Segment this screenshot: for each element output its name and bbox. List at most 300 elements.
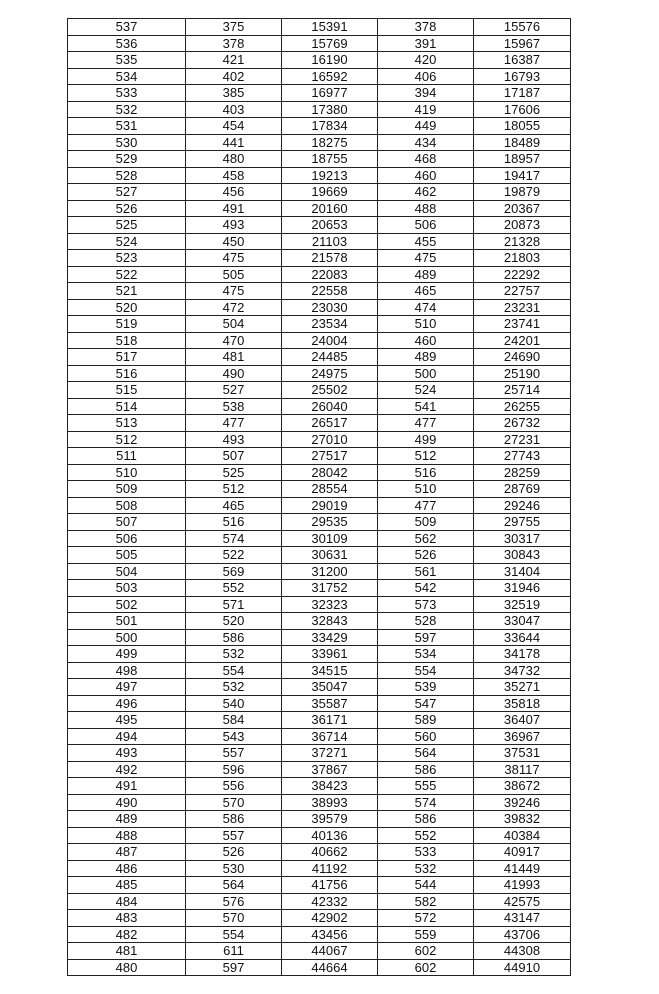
table-row xyxy=(68,332,571,349)
count-b-cell: 554 xyxy=(378,662,474,679)
score-cell: 500 xyxy=(68,629,186,646)
cumulative-b-cell: 26255 xyxy=(474,398,571,415)
table-row xyxy=(68,200,571,217)
score-cell: 499 xyxy=(68,646,186,663)
cumulative-a-cell: 25502 xyxy=(282,382,378,399)
cumulative-a-cell: 38423 xyxy=(282,778,378,795)
cumulative-a-cell: 26517 xyxy=(282,415,378,432)
count-a-cell: 571 xyxy=(186,596,282,613)
cumulative-a-cell: 32323 xyxy=(282,596,378,613)
table-row xyxy=(68,596,571,613)
cumulative-b-cell: 28259 xyxy=(474,464,571,481)
count-a-cell: 532 xyxy=(186,646,282,663)
count-b-cell: 574 xyxy=(378,794,474,811)
cumulative-b-cell: 29246 xyxy=(474,497,571,514)
cumulative-b-cell: 24690 xyxy=(474,349,571,366)
table-row xyxy=(68,877,571,894)
table-row xyxy=(68,613,571,630)
count-a-cell: 421 xyxy=(186,52,282,69)
count-a-cell: 554 xyxy=(186,926,282,943)
table-row xyxy=(68,761,571,778)
table-row xyxy=(68,184,571,201)
cumulative-a-cell: 15391 xyxy=(282,19,378,36)
count-b-cell: 474 xyxy=(378,299,474,316)
count-b-cell: 477 xyxy=(378,415,474,432)
count-a-cell: 557 xyxy=(186,827,282,844)
count-b-cell: 542 xyxy=(378,580,474,597)
cumulative-a-cell: 17834 xyxy=(282,118,378,135)
count-a-cell: 493 xyxy=(186,431,282,448)
table-row xyxy=(68,365,571,382)
count-b-cell: 509 xyxy=(378,514,474,531)
cumulative-a-cell: 33429 xyxy=(282,629,378,646)
table-row xyxy=(68,728,571,745)
cumulative-b-cell: 25714 xyxy=(474,382,571,399)
cumulative-b-cell: 17606 xyxy=(474,101,571,118)
cumulative-b-cell: 41993 xyxy=(474,877,571,894)
count-b-cell: 562 xyxy=(378,530,474,547)
count-a-cell: 375 xyxy=(186,19,282,36)
table-row xyxy=(68,827,571,844)
table-row xyxy=(68,530,571,547)
count-a-cell: 454 xyxy=(186,118,282,135)
count-a-cell: 402 xyxy=(186,68,282,85)
table-row xyxy=(68,646,571,663)
table-row xyxy=(68,85,571,102)
table-row xyxy=(68,844,571,861)
count-b-cell: 465 xyxy=(378,283,474,300)
score-cell: 483 xyxy=(68,910,186,927)
count-a-cell: 378 xyxy=(186,35,282,52)
score-cell: 537 xyxy=(68,19,186,36)
cumulative-b-cell: 20367 xyxy=(474,200,571,217)
count-a-cell: 586 xyxy=(186,629,282,646)
count-b-cell: 419 xyxy=(378,101,474,118)
cumulative-b-cell: 22292 xyxy=(474,266,571,283)
table-row xyxy=(68,811,571,828)
table-row xyxy=(68,283,571,300)
count-b-cell: 488 xyxy=(378,200,474,217)
count-b-cell: 544 xyxy=(378,877,474,894)
score-cell: 496 xyxy=(68,695,186,712)
cumulative-a-cell: 35587 xyxy=(282,695,378,712)
cumulative-a-cell: 41192 xyxy=(282,860,378,877)
count-b-cell: 406 xyxy=(378,68,474,85)
score-cell: 521 xyxy=(68,283,186,300)
count-a-cell: 532 xyxy=(186,679,282,696)
cumulative-b-cell: 36967 xyxy=(474,728,571,745)
cumulative-a-cell: 33961 xyxy=(282,646,378,663)
table-row xyxy=(68,662,571,679)
score-cell: 502 xyxy=(68,596,186,613)
count-a-cell: 493 xyxy=(186,217,282,234)
table-row xyxy=(68,497,571,514)
count-a-cell: 543 xyxy=(186,728,282,745)
table-row xyxy=(68,19,571,36)
score-cell: 494 xyxy=(68,728,186,745)
cumulative-a-cell: 20160 xyxy=(282,200,378,217)
count-a-cell: 456 xyxy=(186,184,282,201)
score-cell: 530 xyxy=(68,134,186,151)
table-row xyxy=(68,250,571,267)
cumulative-b-cell: 21328 xyxy=(474,233,571,250)
cumulative-a-cell: 29019 xyxy=(282,497,378,514)
count-a-cell: 441 xyxy=(186,134,282,151)
cumulative-a-cell: 39579 xyxy=(282,811,378,828)
cumulative-a-cell: 32843 xyxy=(282,613,378,630)
count-a-cell: 570 xyxy=(186,794,282,811)
cumulative-b-cell: 38117 xyxy=(474,761,571,778)
table-row xyxy=(68,299,571,316)
count-a-cell: 574 xyxy=(186,530,282,547)
cumulative-b-cell: 20873 xyxy=(474,217,571,234)
table-row xyxy=(68,233,571,250)
table-row xyxy=(68,712,571,729)
count-a-cell: 557 xyxy=(186,745,282,762)
score-cell: 492 xyxy=(68,761,186,778)
count-a-cell: 540 xyxy=(186,695,282,712)
cumulative-b-cell: 22757 xyxy=(474,283,571,300)
cumulative-a-cell: 24004 xyxy=(282,332,378,349)
score-cell: 524 xyxy=(68,233,186,250)
score-cell: 497 xyxy=(68,679,186,696)
count-a-cell: 481 xyxy=(186,349,282,366)
cumulative-b-cell: 44308 xyxy=(474,943,571,960)
score-cell: 519 xyxy=(68,316,186,333)
count-a-cell: 554 xyxy=(186,662,282,679)
table-row xyxy=(68,68,571,85)
score-cell: 485 xyxy=(68,877,186,894)
count-a-cell: 477 xyxy=(186,415,282,432)
count-a-cell: 569 xyxy=(186,563,282,580)
cumulative-a-cell: 42332 xyxy=(282,893,378,910)
cumulative-b-cell: 19879 xyxy=(474,184,571,201)
count-b-cell: 533 xyxy=(378,844,474,861)
table-row xyxy=(68,679,571,696)
cumulative-a-cell: 23534 xyxy=(282,316,378,333)
table-row xyxy=(68,415,571,432)
score-cell: 486 xyxy=(68,860,186,877)
count-b-cell: 506 xyxy=(378,217,474,234)
score-cell: 481 xyxy=(68,943,186,960)
cumulative-b-cell: 21803 xyxy=(474,250,571,267)
cumulative-a-cell: 38993 xyxy=(282,794,378,811)
cumulative-b-cell: 16793 xyxy=(474,68,571,85)
count-b-cell: 597 xyxy=(378,629,474,646)
cumulative-b-cell: 29755 xyxy=(474,514,571,531)
cumulative-a-cell: 18275 xyxy=(282,134,378,151)
score-cell: 480 xyxy=(68,959,186,976)
score-cell: 536 xyxy=(68,35,186,52)
table-row xyxy=(68,959,571,976)
count-a-cell: 586 xyxy=(186,811,282,828)
score-cell: 529 xyxy=(68,151,186,168)
table-row xyxy=(68,563,571,580)
cumulative-b-cell: 25190 xyxy=(474,365,571,382)
cumulative-a-cell: 44664 xyxy=(282,959,378,976)
count-b-cell: 455 xyxy=(378,233,474,250)
table-row xyxy=(68,349,571,366)
score-cell: 525 xyxy=(68,217,186,234)
count-a-cell: 475 xyxy=(186,283,282,300)
count-b-cell: 449 xyxy=(378,118,474,135)
table-row xyxy=(68,464,571,481)
count-a-cell: 520 xyxy=(186,613,282,630)
table-row xyxy=(68,695,571,712)
cumulative-a-cell: 34515 xyxy=(282,662,378,679)
cumulative-b-cell: 43147 xyxy=(474,910,571,927)
cumulative-b-cell: 34732 xyxy=(474,662,571,679)
cumulative-a-cell: 31752 xyxy=(282,580,378,597)
cumulative-a-cell: 16977 xyxy=(282,85,378,102)
count-b-cell: 434 xyxy=(378,134,474,151)
table-row xyxy=(68,382,571,399)
count-b-cell: 559 xyxy=(378,926,474,943)
cumulative-b-cell: 33047 xyxy=(474,613,571,630)
count-a-cell: 570 xyxy=(186,910,282,927)
score-cell: 528 xyxy=(68,167,186,184)
count-a-cell: 564 xyxy=(186,877,282,894)
cumulative-a-cell: 15769 xyxy=(282,35,378,52)
cumulative-a-cell: 37867 xyxy=(282,761,378,778)
table-row xyxy=(68,316,571,333)
count-b-cell: 500 xyxy=(378,365,474,382)
score-cell: 511 xyxy=(68,448,186,465)
cumulative-a-cell: 22083 xyxy=(282,266,378,283)
cumulative-a-cell: 19213 xyxy=(282,167,378,184)
score-cell: 517 xyxy=(68,349,186,366)
count-b-cell: 560 xyxy=(378,728,474,745)
cumulative-b-cell: 37531 xyxy=(474,745,571,762)
cumulative-a-cell: 17380 xyxy=(282,101,378,118)
cumulative-b-cell: 16387 xyxy=(474,52,571,69)
table-row xyxy=(68,547,571,564)
table-row xyxy=(68,860,571,877)
score-cell: 510 xyxy=(68,464,186,481)
count-b-cell: 534 xyxy=(378,646,474,663)
score-cell: 484 xyxy=(68,893,186,910)
table-row xyxy=(68,151,571,168)
cumulative-b-cell: 23741 xyxy=(474,316,571,333)
table-row xyxy=(68,745,571,762)
count-a-cell: 527 xyxy=(186,382,282,399)
table-row xyxy=(68,893,571,910)
count-a-cell: 525 xyxy=(186,464,282,481)
score-cell: 512 xyxy=(68,431,186,448)
count-a-cell: 450 xyxy=(186,233,282,250)
count-b-cell: 524 xyxy=(378,382,474,399)
score-cell: 487 xyxy=(68,844,186,861)
count-a-cell: 576 xyxy=(186,893,282,910)
cumulative-b-cell: 40917 xyxy=(474,844,571,861)
cumulative-b-cell: 40384 xyxy=(474,827,571,844)
score-cell: 531 xyxy=(68,118,186,135)
count-b-cell: 510 xyxy=(378,316,474,333)
cumulative-a-cell: 19669 xyxy=(282,184,378,201)
cumulative-b-cell: 30317 xyxy=(474,530,571,547)
count-a-cell: 505 xyxy=(186,266,282,283)
count-a-cell: 465 xyxy=(186,497,282,514)
count-a-cell: 504 xyxy=(186,316,282,333)
count-b-cell: 561 xyxy=(378,563,474,580)
count-b-cell: 586 xyxy=(378,811,474,828)
count-a-cell: 480 xyxy=(186,151,282,168)
table-row xyxy=(68,167,571,184)
score-cell: 516 xyxy=(68,365,186,382)
cumulative-a-cell: 36714 xyxy=(282,728,378,745)
table-row xyxy=(68,266,571,283)
cumulative-b-cell: 18489 xyxy=(474,134,571,151)
score-cell: 505 xyxy=(68,547,186,564)
cumulative-b-cell: 34178 xyxy=(474,646,571,663)
score-cell: 498 xyxy=(68,662,186,679)
count-a-cell: 403 xyxy=(186,101,282,118)
count-b-cell: 378 xyxy=(378,19,474,36)
score-cell: 535 xyxy=(68,52,186,69)
cumulative-a-cell: 40662 xyxy=(282,844,378,861)
score-cell: 491 xyxy=(68,778,186,795)
cumulative-a-cell: 21103 xyxy=(282,233,378,250)
cumulative-a-cell: 43456 xyxy=(282,926,378,943)
table-row xyxy=(68,398,571,415)
count-a-cell: 490 xyxy=(186,365,282,382)
count-b-cell: 499 xyxy=(378,431,474,448)
count-b-cell: 586 xyxy=(378,761,474,778)
cumulative-a-cell: 16190 xyxy=(282,52,378,69)
count-a-cell: 611 xyxy=(186,943,282,960)
cumulative-b-cell: 23231 xyxy=(474,299,571,316)
cumulative-b-cell: 18055 xyxy=(474,118,571,135)
cumulative-a-cell: 29535 xyxy=(282,514,378,531)
cumulative-b-cell: 28769 xyxy=(474,481,571,498)
cumulative-a-cell: 40136 xyxy=(282,827,378,844)
cumulative-a-cell: 23030 xyxy=(282,299,378,316)
table-row xyxy=(68,943,571,960)
count-b-cell: 420 xyxy=(378,52,474,69)
score-cell: 495 xyxy=(68,712,186,729)
cumulative-a-cell: 36171 xyxy=(282,712,378,729)
count-a-cell: 458 xyxy=(186,167,282,184)
cumulative-a-cell: 16592 xyxy=(282,68,378,85)
cumulative-b-cell: 38672 xyxy=(474,778,571,795)
cumulative-a-cell: 22558 xyxy=(282,283,378,300)
cumulative-b-cell: 39832 xyxy=(474,811,571,828)
count-b-cell: 532 xyxy=(378,860,474,877)
count-a-cell: 530 xyxy=(186,860,282,877)
cumulative-b-cell: 42575 xyxy=(474,893,571,910)
count-a-cell: 512 xyxy=(186,481,282,498)
table-row xyxy=(68,580,571,597)
cumulative-b-cell: 31946 xyxy=(474,580,571,597)
count-b-cell: 489 xyxy=(378,266,474,283)
count-a-cell: 556 xyxy=(186,778,282,795)
cumulative-a-cell: 30631 xyxy=(282,547,378,564)
count-a-cell: 475 xyxy=(186,250,282,267)
cumulative-a-cell: 44067 xyxy=(282,943,378,960)
cumulative-a-cell: 37271 xyxy=(282,745,378,762)
count-b-cell: 547 xyxy=(378,695,474,712)
count-a-cell: 597 xyxy=(186,959,282,976)
cumulative-b-cell: 30843 xyxy=(474,547,571,564)
count-b-cell: 489 xyxy=(378,349,474,366)
cumulative-a-cell: 30109 xyxy=(282,530,378,547)
cumulative-b-cell: 41449 xyxy=(474,860,571,877)
score-cell: 522 xyxy=(68,266,186,283)
cumulative-b-cell: 35271 xyxy=(474,679,571,696)
count-b-cell: 573 xyxy=(378,596,474,613)
cumulative-b-cell: 18957 xyxy=(474,151,571,168)
count-b-cell: 510 xyxy=(378,481,474,498)
count-b-cell: 475 xyxy=(378,250,474,267)
count-b-cell: 394 xyxy=(378,85,474,102)
cumulative-a-cell: 18755 xyxy=(282,151,378,168)
score-cell: 504 xyxy=(68,563,186,580)
count-b-cell: 391 xyxy=(378,35,474,52)
count-b-cell: 526 xyxy=(378,547,474,564)
count-b-cell: 572 xyxy=(378,910,474,927)
count-a-cell: 385 xyxy=(186,85,282,102)
cumulative-a-cell: 31200 xyxy=(282,563,378,580)
count-a-cell: 596 xyxy=(186,761,282,778)
count-a-cell: 522 xyxy=(186,547,282,564)
count-b-cell: 460 xyxy=(378,332,474,349)
cumulative-a-cell: 27010 xyxy=(282,431,378,448)
score-cell: 490 xyxy=(68,794,186,811)
score-cell: 533 xyxy=(68,85,186,102)
table-row xyxy=(68,134,571,151)
count-a-cell: 491 xyxy=(186,200,282,217)
count-a-cell: 584 xyxy=(186,712,282,729)
count-b-cell: 462 xyxy=(378,184,474,201)
table-row xyxy=(68,514,571,531)
cumulative-b-cell: 39246 xyxy=(474,794,571,811)
cumulative-b-cell: 19417 xyxy=(474,167,571,184)
cumulative-b-cell: 26732 xyxy=(474,415,571,432)
cumulative-a-cell: 28042 xyxy=(282,464,378,481)
table-row xyxy=(68,910,571,927)
cumulative-a-cell: 21578 xyxy=(282,250,378,267)
cumulative-b-cell: 32519 xyxy=(474,596,571,613)
cumulative-b-cell: 27231 xyxy=(474,431,571,448)
cumulative-b-cell: 24201 xyxy=(474,332,571,349)
count-b-cell: 555 xyxy=(378,778,474,795)
table-row xyxy=(68,431,571,448)
cumulative-a-cell: 24485 xyxy=(282,349,378,366)
score-cell: 526 xyxy=(68,200,186,217)
score-cell: 506 xyxy=(68,530,186,547)
table-row xyxy=(68,794,571,811)
cumulative-a-cell: 20653 xyxy=(282,217,378,234)
table-row xyxy=(68,448,571,465)
cumulative-a-cell: 24975 xyxy=(282,365,378,382)
count-a-cell: 507 xyxy=(186,448,282,465)
cumulative-a-cell: 41756 xyxy=(282,877,378,894)
score-cell: 509 xyxy=(68,481,186,498)
count-b-cell: 602 xyxy=(378,943,474,960)
score-cell: 507 xyxy=(68,514,186,531)
table-row xyxy=(68,481,571,498)
cumulative-b-cell: 44910 xyxy=(474,959,571,976)
score-cell: 520 xyxy=(68,299,186,316)
score-cell: 508 xyxy=(68,497,186,514)
cumulative-b-cell: 15576 xyxy=(474,19,571,36)
score-distribution-table xyxy=(67,18,571,976)
cumulative-b-cell: 33644 xyxy=(474,629,571,646)
score-cell: 527 xyxy=(68,184,186,201)
cumulative-b-cell: 35818 xyxy=(474,695,571,712)
cumulative-a-cell: 28554 xyxy=(282,481,378,498)
score-cell: 534 xyxy=(68,68,186,85)
